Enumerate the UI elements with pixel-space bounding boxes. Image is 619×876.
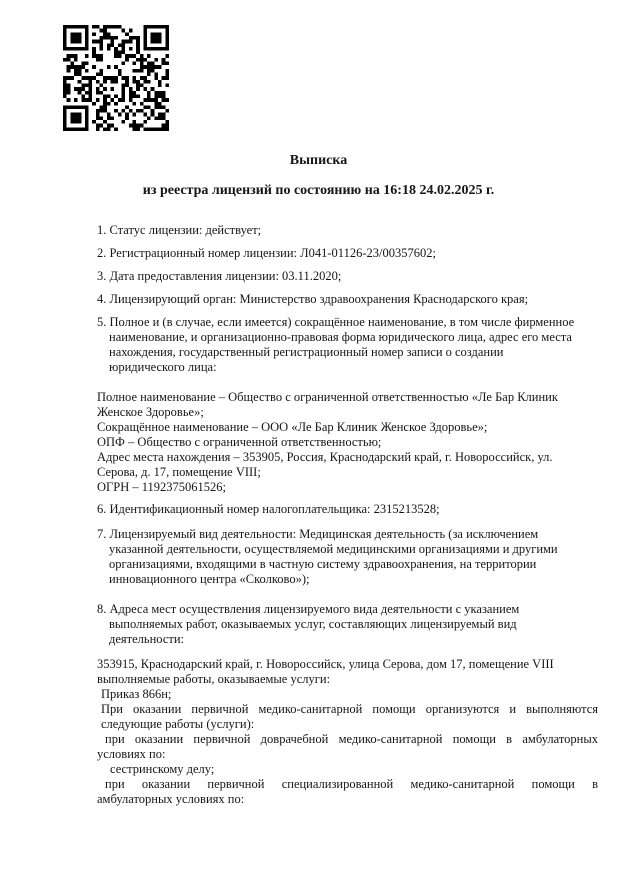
works-line: следующие работы (услуги): <box>101 717 255 731</box>
works-line: при оказании первичной доврачебной медико-санитарной помощи в амбулаторных <box>105 732 598 746</box>
item-5-line: 5. Полное и (в случае, если имеется) сокращённое наименование, в том числе фирменное <box>97 315 575 329</box>
org-full-name-line: Женское Здоровье»; <box>97 405 204 419</box>
works-line: амбулаторных условиях по: <box>97 792 245 806</box>
document-content <box>97 152 598 807</box>
item-registration-number: 2. Регистрационный номер лицензии: Л041-01126-23/00357602; <box>97 246 436 260</box>
activity-address-block <box>97 657 598 687</box>
item-5-line: юридического лица: <box>109 360 217 374</box>
organization-details-block <box>97 390 598 495</box>
org-ogrn: ОГРН – 1192375061526; <box>97 480 226 494</box>
works-services-block <box>97 687 598 807</box>
works-line: условиях по: <box>97 747 166 761</box>
item-grant-date: 3. Дата предоставления лицензии: 03.11.2020; <box>97 269 342 283</box>
works-line-nursing: сестринскому делу; <box>110 762 215 776</box>
item-activity-addresses-heading <box>97 602 598 647</box>
org-full-name-line: Полное наименование – Общество с ограниченной ответственностью «Ле Бар Клиник <box>97 390 558 404</box>
item-5-line: нахождения, государственный регистрационный номер записи о создании <box>109 345 504 359</box>
activity-address: 353915, Краснодарский край, г. Новороссийск, улица Серова, дом 17, помещение VIII <box>97 657 554 671</box>
document-title: Выписка <box>289 153 348 168</box>
item-entity-names-heading <box>97 315 598 375</box>
item-7-line: 7. Лицензируемый вид деятельности: Медицинская деятельность (за исключением <box>97 527 539 541</box>
document-subtitle: из реестра лицензий по состоянию на 16:18 24.02.2025 г. <box>142 183 495 198</box>
item-licensed-activity <box>97 527 598 587</box>
services-heading: выполняемые работы, оказываемые услуги: <box>97 672 331 686</box>
org-address-line: Серова, д. 17, помещение VIII; <box>97 465 261 479</box>
item-7-line: организациями, входящими в частную систему здравоохранения, на территории <box>109 557 537 571</box>
org-short-name: Сокращённое наименование – ООО «Ле Бар Клиник Женское Здоровье»; <box>97 420 488 434</box>
item-7-line: инновационного центра «Сколково»); <box>109 572 310 586</box>
works-line: при оказании первичной специализированной медико-санитарной помощи в <box>105 777 598 791</box>
item-5-line: наименование, и организационно-правовая форма юридического лица, адрес его места <box>109 330 572 344</box>
item-7-line: указанной деятельности, осуществляемой медицинскими организациями и другими <box>109 542 558 556</box>
item-license-status: 1. Статус лицензии: действует; <box>97 223 262 237</box>
document-title-block <box>97 152 540 199</box>
item-8-line: деятельности: <box>109 632 185 646</box>
item-licensing-authority: 4. Лицензирующий орган: Министерство здравоохранения Краснодарского края; <box>97 292 529 306</box>
works-line: При оказании первичной медико-санитарной помощи организуются и выполняются <box>101 702 598 716</box>
qr-code <box>63 25 169 131</box>
item-8-line: выполняемых работ, оказываемых услуг, составляющих лицензируемый вид <box>109 617 517 631</box>
order-866n-line: Приказ 866н; <box>101 687 172 701</box>
item-8-line: 8. Адреса мест осуществления лицензируемого вида деятельности с указанием <box>97 602 520 616</box>
org-legal-form: ОПФ – Общество с ограниченной ответственностью; <box>97 435 382 449</box>
item-taxpayer-number: 6. Идентификационный номер налогоплательщика: 2315213528; <box>97 502 440 516</box>
org-address-line: Адрес места нахождения – 353905, Россия, Краснодарский край, г. Новороссийск, ул. <box>97 450 553 464</box>
